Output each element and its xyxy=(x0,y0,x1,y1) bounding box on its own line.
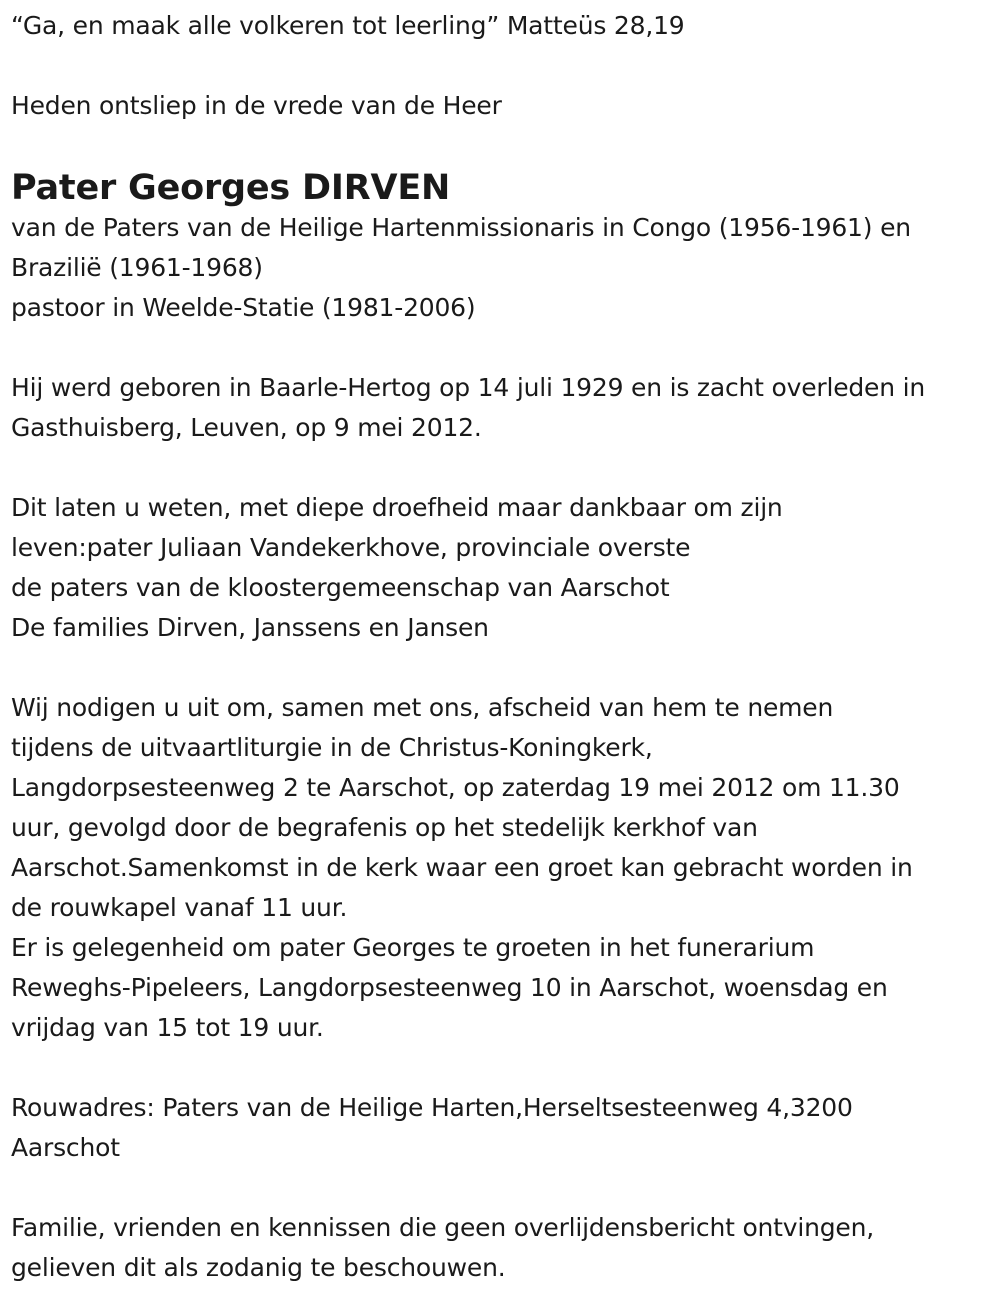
bible-quote: “Ga, en maak alle volkeren tot leerling” Matteüs 28,19 xyxy=(11,11,685,40)
intro-text: Heden ontsliep in de vrede van de Heer xyxy=(11,91,502,120)
funeral-line: Reweghs-Pipeleers, Langdorpsesteenweg 10 in Aarschot, woensdag en xyxy=(11,973,888,1002)
funeral-line: Wij nodigen u uit om, samen met ons, afscheid van hem te nemen xyxy=(11,693,834,722)
title-line: van de Paters van de Heilige Hartenmissionaris in Congo (1956-1961) en xyxy=(11,213,911,242)
titles-section xyxy=(11,208,996,328)
funeral-line: Langdorpsesteenweg 2 te Aarschot, op zaterdag 19 mei 2012 om 11.30 xyxy=(11,773,900,802)
deceased-name: Pater Georges DIRVEN xyxy=(11,168,451,208)
closing-line: Familie, vrienden en kennissen die geen overlijdensbericht ontvingen, xyxy=(11,1213,875,1242)
announcer-line: de paters van de kloostergemeenschap van Aarschot xyxy=(11,573,670,602)
announcer-line: Dit laten u weten, met diepe droefheid maar dankbaar om zijn xyxy=(11,493,783,522)
funeral-line: uur, gevolgd door de begrafenis op het stedelijk kerkhof van xyxy=(11,813,758,842)
funeral-line: de rouwkapel vanaf 11 uur. xyxy=(11,893,348,922)
funeral-section xyxy=(11,688,996,1048)
announcer-line: De families Dirven, Janssens en Jansen xyxy=(11,613,489,642)
address-section xyxy=(11,1088,996,1168)
funeral-line: vrijdag van 15 tot 19 uur. xyxy=(11,1013,324,1042)
spacer xyxy=(11,46,996,86)
birth-death-line: Gasthuisberg, Leuven, op 9 mei 2012. xyxy=(11,413,482,442)
birth-death-line: Hij werd geboren in Baarle-Hertog op 14 juli 1929 en is zacht overleden in xyxy=(11,373,926,402)
spacer xyxy=(11,1048,996,1088)
funeral-line: tijdens de uitvaartliturgie in de Christus-Koningkerk, xyxy=(11,733,653,762)
spacer xyxy=(11,328,996,368)
obituary-document xyxy=(11,6,996,1288)
title-line: Brazilië (1961-1968) xyxy=(11,253,263,282)
spacer xyxy=(11,126,996,166)
spacer xyxy=(11,1168,996,1208)
closing-section xyxy=(11,1208,996,1288)
address-line: Aarschot xyxy=(11,1133,120,1162)
announcers-section xyxy=(11,488,996,648)
spacer xyxy=(11,448,996,488)
address-line: Rouwadres: Paters van de Heilige Harten,Herseltsesteenweg 4,3200 xyxy=(11,1093,853,1122)
birth-death-section xyxy=(11,368,996,448)
title-line: pastoor in Weelde-Statie (1981-2006) xyxy=(11,293,476,322)
funeral-line: Er is gelegenheid om pater Georges te groeten in het funerarium xyxy=(11,933,815,962)
announcer-line: leven:pater Juliaan Vandekerkhove, provinciale overste xyxy=(11,533,691,562)
funeral-line: Aarschot.Samenkomst in de kerk waar een groet kan gebracht worden in xyxy=(11,853,913,882)
closing-line: gelieven dit als zodanig te beschouwen. xyxy=(11,1253,506,1282)
spacer xyxy=(11,648,996,688)
